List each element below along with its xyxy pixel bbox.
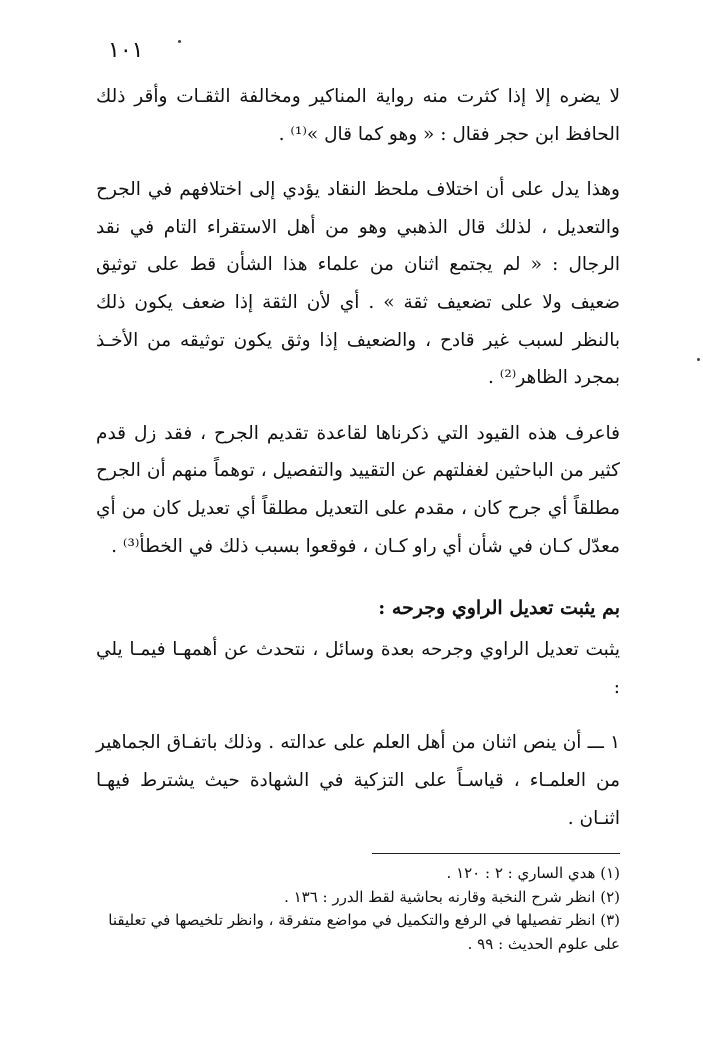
footnotes — [96, 862, 620, 956]
footnote: (٢) انظر شرح النخبة وقارنه بحاشية لقط الدرر : ١٣٦ . — [284, 887, 620, 906]
paragraph: فاعرف هذه القيود التي ذكرناها لقاعدة تقديم الجرح ، فقد زل قدم كثير من الباحثين لغفلتهم عن التقييد والتفصيل ، توهماً منهم أن الجرح مطلقاً أي جرح كان ، مقدم على التعديل مطلقاً أي تعديل كان من أي معدّل كـان في شأن أي راو كـان ، فوقعوا بسبب ذلك في الخطأ⁽³⁾ . — [96, 422, 620, 557]
footnote-divider — [372, 853, 620, 854]
section-heading: بم يثبت تعديل الراوي وجرحه : — [378, 597, 620, 620]
scan-mark — [178, 40, 181, 43]
scan-mark — [697, 358, 700, 361]
paragraph: وهذا يدل على أن اختلاف ملحظ النقاد يؤدي إلى اختلافهم في الجرح والتعديل ، لذلك قال الذهبي وهو من أهل الاستقراء التام في نقد الرجال : « لم يجتمع اثنان من علماء هذا الشأن قط على توثيق ضعيف ولا على تضعيف ثقة » . أي لأن الثقة إذا ضعف يكون ذلك بالنظر لسبب غير قادح ، والضعيف إذا وثق يكون توثيقه من الأخـذ بمجرد الظاهر⁽²⁾ . — [96, 179, 620, 389]
footnote: (١) هدي الساري : ٢ : ١٢٠ . — [446, 864, 620, 882]
list-item: ١ ـــ أن ينص اثنان من أهل العلم على عدالته . وذلك باتفـاق الجماهير من العلمـاء ، قياسـاً على التزكية في الشهادة حيث يشترط فيهـا اثنـان . — [96, 732, 620, 829]
main-text — [96, 78, 620, 837]
footnote: (٣) انظر تفصيلها في الرفع والتكميل في مواضع متفرقة ، وانظر تلخيصها في تعليقنا على علوم الحديث : ٩٩ . — [108, 911, 620, 953]
section-intro: يثبت تعديل الراوي وجرحه بعدة وسائل ، نتحدث عن أهمهـا فيمـا يلي : — [96, 639, 620, 698]
page-number: ١٠١ — [108, 38, 144, 63]
paragraph: لا يضره إلا إذا كثرت منه رواية المناكير ومخالفة الثقـات وأقر ذلك الحافظ ابن حجر فقال : « وهو كما قال »⁽¹⁾ . — [96, 86, 620, 145]
